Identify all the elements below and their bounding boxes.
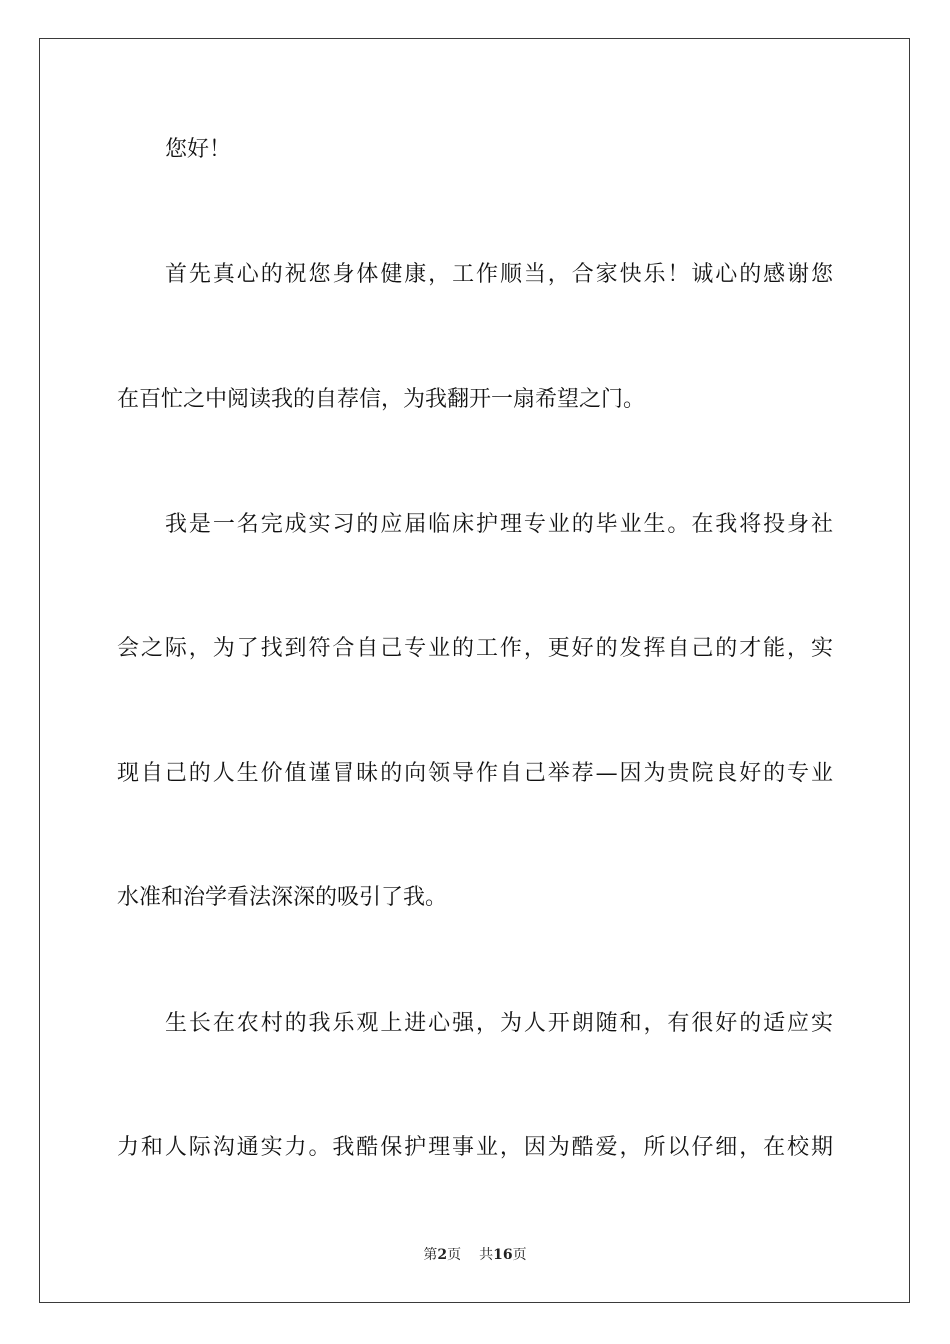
total-suffix: 页	[512, 1247, 527, 1263]
body-line-5: 现自己的人生价值谨冒昧的向领导作自己举荐—因为贵院良好的专业	[117, 761, 833, 786]
page-current: 2	[437, 1247, 448, 1263]
body-line-8: 力和人际沟通实力。我酷保护理事业，因为酷爱，所以仔细，在校期	[117, 1135, 833, 1160]
page-footer	[0, 1246, 950, 1264]
body-line-2: 在百忙之中阅读我的自荐信，为我翻开一扇希望之门。	[117, 387, 646, 412]
page-suffix: 页	[447, 1247, 462, 1263]
page-total: 16	[493, 1247, 513, 1263]
body-line-4: 会之际，为了找到符合自己专业的工作，更好的发挥自己的才能，实	[117, 636, 833, 661]
page-prefix: 第	[423, 1247, 438, 1263]
body-line-1: 首先真心的祝您身体健康，工作顺当，合家快乐！诚心的感谢您	[165, 262, 833, 287]
greeting-line: 您好！	[165, 137, 232, 162]
body-line-6: 水准和治学看法深深的吸引了我。	[117, 885, 448, 910]
total-prefix: 共	[479, 1247, 494, 1263]
page-border	[39, 38, 910, 1303]
body-line-7: 生长在农村的我乐观上进心强，为人开朗随和，有很好的适应实	[165, 1011, 833, 1036]
body-line-3: 我是一名完成实习的应届临床护理专业的毕业生。在我将投身社	[165, 512, 833, 537]
